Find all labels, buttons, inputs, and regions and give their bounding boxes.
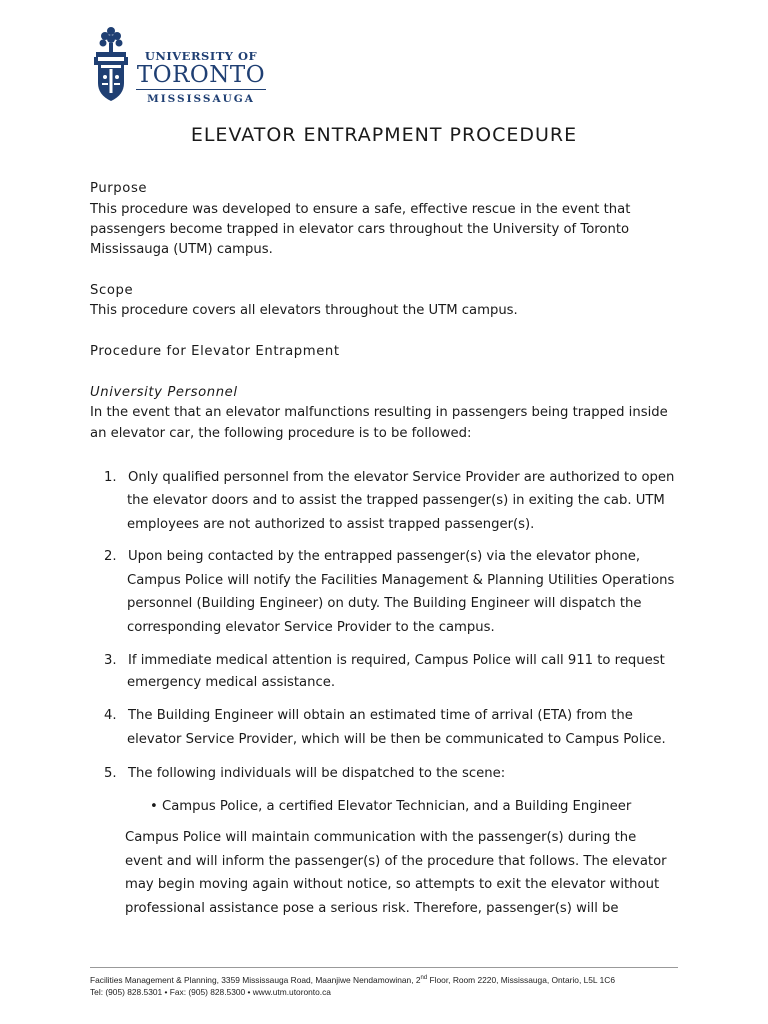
paragraph-line: event and will inform the passenger(s) of the procedure that follows. The elevator: [125, 853, 667, 869]
bullet-text: Campus Police, a certified Elevator Technician, and a Building Engineer: [161, 799, 632, 814]
procedure-heading: Procedure for Elevator Entrapment: [90, 344, 340, 359]
procedure-intro-line: In the event that an elevator malfunctions resulting in passengers being trapped inside: [90, 405, 668, 420]
footer-contact: Tel: (905) 828.5301 • Fax: (905) 828.5300 • www.utm.utoronto.ca: [90, 986, 331, 997]
step-text: corresponding elevator Service Provider to the campus.: [127, 620, 495, 635]
step-text: emergency medical assistance.: [127, 675, 336, 690]
logo-university-of: UNIVERSITY OF: [144, 49, 258, 63]
step-text: If immediate medical attention is required, Campus Police will call 911 to request: [128, 653, 665, 668]
purpose-heading: Purpose: [90, 181, 148, 196]
step-5: [104, 762, 505, 786]
logo-divider: [136, 89, 266, 90]
logo-toronto: TORONTO: [136, 62, 266, 88]
step-number: 1.: [104, 470, 117, 485]
step-text: Upon being contacted by the entrapped passenger(s) via the elevator phone,: [128, 549, 641, 564]
page-title: ELEVATOR ENTRAPMENT PROCEDURE: [190, 124, 578, 146]
step-number: 3.: [104, 653, 117, 668]
step-number: 4.: [104, 708, 117, 723]
step-text: The Building Engineer will obtain an estimated time of arrival (ETA) from the: [128, 708, 633, 723]
procedure-subheading: University Personnel: [90, 385, 238, 400]
step-text: Only qualified personnel from the elevator Service Provider are authorized to open: [128, 470, 675, 485]
step-number: 2.: [104, 549, 117, 564]
step-2: [104, 545, 640, 569]
step-text: personnel (Building Engineer) on duty. The Building Engineer will dispatch the: [127, 596, 642, 611]
step-text: elevator Service Provider, which will be then be communicated to Campus Police.: [127, 732, 666, 747]
step-text: employees are not authorized to assist trapped passenger(s).: [127, 517, 535, 532]
footer-address-part: Floor, Room 2220, Mississauga, Ontario, L5L 1C6: [427, 974, 615, 985]
purpose-line: This procedure was developed to ensure a safe, effective rescue in the event that: [90, 202, 631, 217]
step-text: the elevator doors and to assist the trapped passenger(s) in exiting the cab. UTM: [127, 493, 665, 508]
step-text: The following individuals will be dispatched to the scene:: [128, 766, 506, 781]
footer-address-sup: nd: [420, 975, 428, 981]
footer-address: [90, 972, 615, 986]
step-text: Campus Police will notify the Facilities Management & Planning Utilities Operations: [127, 573, 675, 588]
scope-line: This procedure covers all elevators throughout the UTM campus.: [90, 303, 518, 318]
step-3: [104, 649, 665, 673]
crest-icon: [92, 25, 130, 105]
logo-mississauga: MISSISSAUGA: [147, 93, 255, 105]
footer: [90, 972, 615, 998]
purpose-line: Mississauga (UTM) campus.: [90, 242, 273, 257]
communication-paragraph: [125, 826, 667, 920]
procedure-intro-line: an elevator car, the following procedure is to be followed:: [90, 426, 472, 441]
paragraph-line: may begin moving again without notice, so attempts to exit the elevator without: [125, 877, 660, 893]
footer-address-part: Facilities Management & Planning, 3359 Mississauga Road, Maanjiwe Nendamowinan, 2: [90, 974, 421, 985]
paragraph-line: professional assistance pose a serious risk. Therefore, passenger(s) will be: [125, 900, 619, 916]
logo-wordmark: [136, 49, 266, 105]
university-logo: [92, 25, 272, 107]
step-4: [104, 704, 633, 728]
footer-divider: [90, 967, 678, 968]
scope-heading: Scope: [90, 283, 134, 298]
paragraph-line: Campus Police will maintain communication with the passenger(s) during the: [125, 830, 637, 845]
dispatch-bullet: • Campus Police, a certified Elevator Technician, and a Building Engineer: [150, 799, 632, 814]
purpose-line: passengers become trapped in elevator cars throughout the University of Toronto: [90, 222, 630, 237]
step-number: 5.: [104, 766, 117, 781]
step-1: [104, 466, 674, 490]
